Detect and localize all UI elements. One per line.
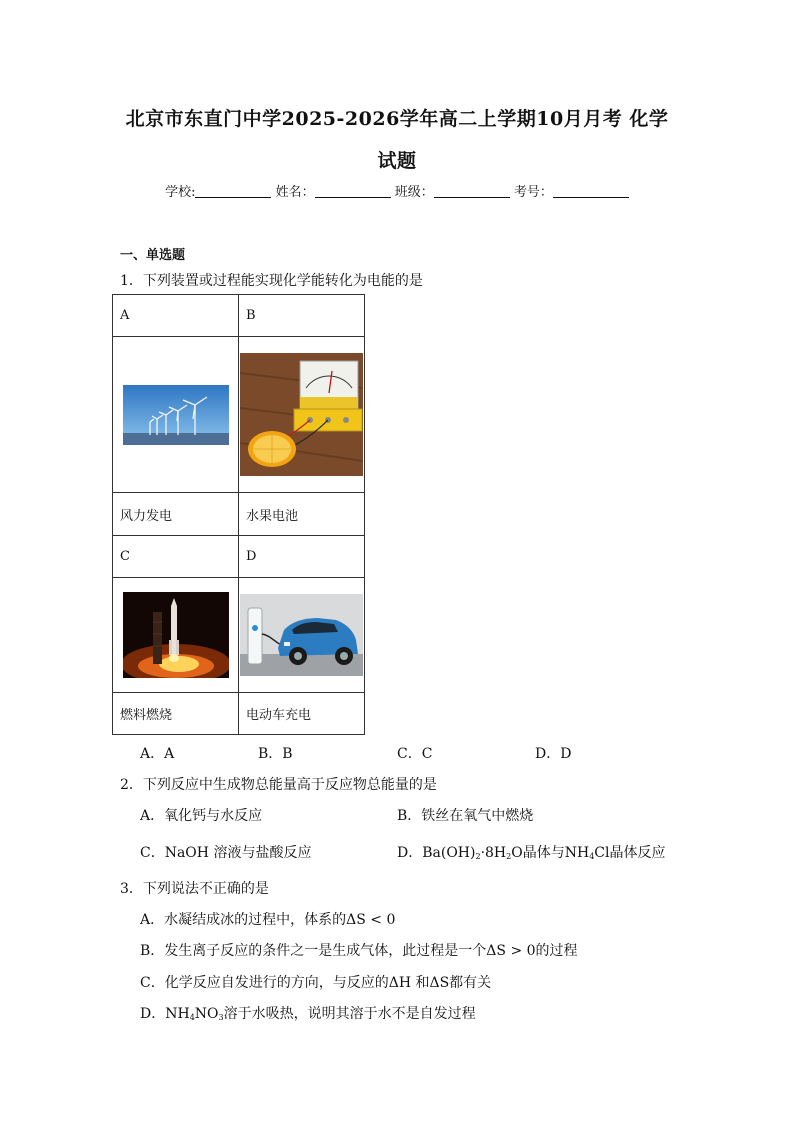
student-info-line xyxy=(0,181,794,200)
q2-option-b[interactable]: B．铁丝在氧气中燃烧 xyxy=(397,808,534,824)
q3-formula-nh4: NH xyxy=(165,1006,190,1022)
q3-option-a[interactable]: A．水凝结成冰的过程中，体系的ΔS < 0 xyxy=(140,912,396,928)
q2-option-d-prefix: D． xyxy=(397,845,423,861)
q3-option-d-prefix: D． xyxy=(140,1006,166,1022)
school-field[interactable] xyxy=(195,184,271,198)
q1-cell-d-letter: D xyxy=(239,536,365,578)
q2-formula-cl: Cl xyxy=(594,845,610,861)
name-label: 姓名： xyxy=(275,185,315,200)
q1-option-a[interactable]: A．A xyxy=(140,746,175,762)
q2-stem: 2．下列反应中生成物总能量高于反应物总能量的是 xyxy=(120,777,437,793)
q3-option-d-end: 溶于水吸热，说明其溶于水不是自发过程 xyxy=(223,1006,476,1022)
q2-formula-sub-2b: 2 xyxy=(506,852,512,861)
name-field[interactable] xyxy=(315,184,391,198)
q2-formula-sub-2: 2 xyxy=(475,852,481,861)
q2-formula-sub-4: 4 xyxy=(589,852,595,861)
class-field[interactable] xyxy=(434,184,510,198)
q3-option-c[interactable]: C．化学反应自发进行的方向，与反应的ΔH 和ΔS都有关 xyxy=(140,975,492,991)
q1-cell-a-image xyxy=(113,337,239,493)
q1-cell-b-caption: 水果电池 xyxy=(239,493,365,536)
wind-turbines-photo xyxy=(123,385,229,445)
rocket-launch-photo xyxy=(123,592,229,678)
q2-option-d[interactable] xyxy=(397,842,666,862)
q3-option-b[interactable]: B．发生离子反应的条件之一是生成气体，此过程是一个ΔS > 0的过程 xyxy=(140,943,578,959)
q1-option-c[interactable]: C．C xyxy=(397,746,433,762)
class-label: 班级： xyxy=(394,185,434,200)
q1-cell-c-letter: C xyxy=(113,536,239,578)
q1-cell-a-caption: 风力发电 xyxy=(113,493,239,536)
q1-option-d[interactable]: D．D xyxy=(535,746,572,762)
q1-cell-c-image xyxy=(113,578,239,693)
q1-cell-b-image xyxy=(239,337,365,493)
q2-option-d-mid: 晶体与 xyxy=(522,845,565,861)
electric-car-charging-photo xyxy=(240,594,363,676)
id-label: 考号： xyxy=(513,185,553,200)
q1-cell-d-image xyxy=(239,578,365,693)
q1-cell-c-caption: 燃料燃烧 xyxy=(113,693,239,735)
q3-stem: 3．下列说法不正确的是 xyxy=(120,881,269,897)
page-title: 北京市东直门中学2025-2026学年高二上学期10月月考 化学 xyxy=(125,108,669,130)
q2-option-d-end: 晶体反应 xyxy=(609,845,666,861)
q2-formula-baoh2: Ba(OH) xyxy=(422,845,476,861)
q1-option-b[interactable]: B．B xyxy=(258,746,293,762)
q2-option-c[interactable]: C．NaOH 溶液与盐酸反应 xyxy=(140,845,312,861)
q1-cell-d-caption: 电动车充电 xyxy=(239,693,365,735)
q2-option-a[interactable]: A．氧化钙与水反应 xyxy=(140,808,263,824)
q3-formula-sub-3: 3 xyxy=(218,1013,224,1022)
fruit-battery-photo xyxy=(240,353,363,476)
q1-cell-a-letter: A xyxy=(113,295,239,337)
id-field[interactable] xyxy=(553,184,629,198)
q1-cell-b-letter: B xyxy=(239,295,365,337)
q1-stem: 1．下列装置或过程能实现化学能转化为电能的是 xyxy=(120,273,423,289)
section-title: 一、单选题 xyxy=(120,248,186,263)
q1-options-table xyxy=(112,294,365,735)
q3-formula-no3: NO xyxy=(194,1006,219,1022)
q2-formula-nh4: NH xyxy=(564,845,590,861)
q3-formula-sub-4: 4 xyxy=(189,1013,195,1022)
q3-option-d[interactable] xyxy=(140,1003,476,1023)
page-title-continued: 试题 xyxy=(377,150,417,172)
q2-formula-o: O xyxy=(511,845,523,861)
school-label: 学校: xyxy=(165,185,196,200)
q2-formula-8h2o: ·8H xyxy=(480,845,507,861)
